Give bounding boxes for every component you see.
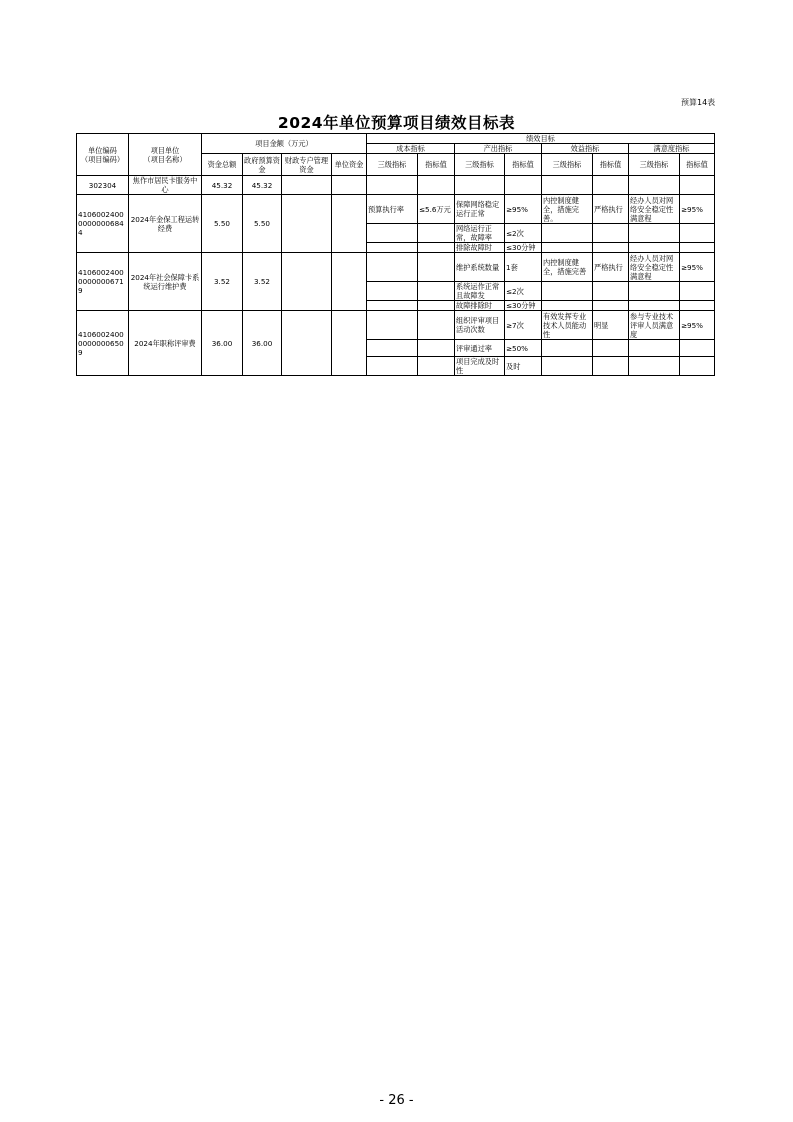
empty-cell <box>629 176 680 195</box>
satisfaction-indicators-header: 满意度指标 <box>629 144 715 154</box>
project-name-cell: 2024年职称评审费 <box>129 311 202 376</box>
output-indicator-cell: 系统运作正常且故障发 <box>455 282 505 301</box>
cost-indicator-cell <box>367 253 418 282</box>
perf-targets-header: 绩效目标 <box>367 134 715 144</box>
output-value-cell: ≤30分钟 <box>505 243 542 253</box>
project-gov-cell: 5.50 <box>243 195 282 253</box>
project-code-cell: 410600240000000006509 <box>77 311 129 376</box>
table-code: 预算14表 <box>681 98 716 107</box>
empty-cell <box>680 176 715 195</box>
project-row <box>77 253 715 282</box>
benefit-value-cell <box>593 282 629 301</box>
cost-value-cell: ≤5.6万元 <box>418 195 455 224</box>
gov-budget-funds-header: 政府预算资金 <box>244 155 280 174</box>
output-level3-header: 三级指标 <box>455 154 505 176</box>
unit-gov-cell: 45.32 <box>243 176 282 195</box>
output-indicator-cell: 网络运行正常，故障率 <box>455 224 505 243</box>
unit-total-cell: 45.32 <box>202 176 243 195</box>
benefit-indicator-cell <box>542 243 593 253</box>
benefit-indicator-cell: 内控制度健全，措施完善 <box>542 253 593 282</box>
cost-indicator-cell <box>367 340 418 357</box>
cost-indicator-cell <box>367 282 418 301</box>
page-title: 2024年单位预算项目绩效目标表 <box>277 114 516 132</box>
total-funds-header: 资金总额 <box>202 154 243 176</box>
cost-indicator-cell <box>367 301 418 311</box>
fiscal-special-cell <box>282 253 332 311</box>
satisfaction-indicator-cell <box>629 301 680 311</box>
project-code-cell: 410600240000000006844 <box>77 195 129 253</box>
satisfaction-value-cell <box>680 282 715 301</box>
satisfaction-level3-header: 三级指标 <box>629 154 680 176</box>
satisfaction-indicator-cell <box>629 357 680 376</box>
cost-indicators-header: 成本指标 <box>367 144 455 154</box>
benefit-level3-header: 三级指标 <box>542 154 593 176</box>
satisfaction-indicator-cell: 经办人员对网络安全稳定性满意程 <box>629 195 680 224</box>
project-code-cell: 410600240000000006719 <box>77 253 129 311</box>
satisfaction-value-cell <box>680 340 715 357</box>
benefit-value-cell <box>593 340 629 357</box>
benefit-value-cell <box>593 224 629 243</box>
performance-table <box>76 133 715 376</box>
benefit-indicator-cell <box>542 224 593 243</box>
benefit-indicator-cell <box>542 340 593 357</box>
cost-indicator-cell <box>367 224 418 243</box>
satisfaction-value-cell <box>680 224 715 243</box>
output-value-cell: ≥95% <box>505 195 542 224</box>
benefit-value-cell: 明显 <box>593 311 629 340</box>
benefit-indicator-cell <box>542 282 593 301</box>
cost-indicator-cell <box>367 357 418 376</box>
output-indicator-cell: 组织评审项目活动次数 <box>455 311 505 340</box>
satisfaction-value-cell: ≥95% <box>680 195 715 224</box>
header-row-1 <box>77 134 715 144</box>
output-value-cell: ≥7次 <box>505 311 542 340</box>
cost-value-cell <box>418 340 455 357</box>
project-unit-header: 项目单位 （项目名称） <box>129 134 202 176</box>
output-value-cell: ≤30分钟 <box>505 301 542 311</box>
output-value-cell: ≥50% <box>505 340 542 357</box>
output-indicator-cell: 排除故障时 <box>455 243 505 253</box>
empty-cell <box>282 176 332 195</box>
benefit-value-cell <box>593 357 629 376</box>
cost-value-cell <box>418 253 455 282</box>
output-indicator-cell: 保障网络稳定运行正常 <box>455 195 505 224</box>
output-value-header: 指标值 <box>505 154 542 176</box>
satisfaction-indicator-cell <box>629 282 680 301</box>
benefit-value-header: 指标值 <box>593 154 629 176</box>
empty-cell <box>542 176 593 195</box>
fiscal-special-funds-header: 财政专户管理资金 <box>282 154 332 176</box>
cost-value-cell <box>418 243 455 253</box>
fiscal-special-cell <box>282 195 332 253</box>
benefit-indicator-cell: 有效发挥专业技术人员能动性 <box>542 311 593 340</box>
unit-code-cell: 302304 <box>77 176 129 195</box>
project-gov-cell: 3.52 <box>243 253 282 311</box>
page-number: - 26 - <box>379 1093 414 1108</box>
cost-value-cell <box>418 301 455 311</box>
satisfaction-value-cell: ≥95% <box>680 253 715 282</box>
empty-cell <box>367 176 418 195</box>
cost-indicator-cell <box>367 311 418 340</box>
unit-funds-cell <box>332 311 367 376</box>
satisfaction-value-cell <box>680 243 715 253</box>
cost-indicator-cell <box>367 243 418 253</box>
cost-value-cell <box>418 224 455 243</box>
unit-funds-cell <box>332 195 367 253</box>
unit-name-cell: 焦作市居民卡服务中心 <box>129 176 202 195</box>
unit-code-header: 单位编码 （项目编码） <box>77 134 129 176</box>
output-indicator-cell: 项目完成及时性 <box>455 357 505 376</box>
satisfaction-value-cell <box>680 357 715 376</box>
empty-cell <box>455 176 505 195</box>
benefit-indicator-cell: 内控制度健全，措施完善。 <box>542 195 593 224</box>
empty-cell <box>418 176 455 195</box>
cost-value-cell <box>418 311 455 340</box>
satisfaction-value-cell: ≥95% <box>680 311 715 340</box>
output-indicator-cell: 评审通过率 <box>455 340 505 357</box>
project-total-cell: 36.00 <box>202 311 243 376</box>
empty-cell <box>593 176 629 195</box>
benefit-value-cell: 严格执行 <box>593 253 629 282</box>
cost-indicator-cell: 预算执行率 <box>367 195 418 224</box>
cost-value-header: 指标值 <box>418 154 455 176</box>
empty-cell <box>505 176 542 195</box>
output-indicator-cell: 故障排除时 <box>455 301 505 311</box>
project-name-cell: 2024年金保工程运转经费 <box>129 195 202 253</box>
output-indicator-cell: 维护系统数量 <box>455 253 505 282</box>
satisfaction-indicator-cell: 经办人员对网络安全稳定性满意程 <box>629 253 680 282</box>
benefit-indicator-cell <box>542 357 593 376</box>
benefit-indicators-header: 效益指标 <box>542 144 629 154</box>
satisfaction-value-header: 指标值 <box>680 154 715 176</box>
fiscal-special-cell <box>282 311 332 376</box>
benefit-indicator-cell <box>542 301 593 311</box>
project-name-cell: 2024年社会保障卡系统运行维护费 <box>129 253 202 311</box>
unit-funds-header: 单位资金 <box>332 154 367 176</box>
output-value-cell: 及时 <box>505 357 542 376</box>
cost-value-cell <box>418 282 455 301</box>
cost-level3-header: 三级指标 <box>367 154 418 176</box>
satisfaction-indicator-cell <box>629 224 680 243</box>
output-value-cell: 1套 <box>505 253 542 282</box>
satisfaction-value-cell <box>680 301 715 311</box>
empty-cell <box>332 176 367 195</box>
project-row <box>77 195 715 224</box>
project-total-cell: 5.50 <box>202 195 243 253</box>
output-indicators-header: 产出指标 <box>455 144 542 154</box>
benefit-value-cell <box>593 301 629 311</box>
output-value-cell: ≤2次 <box>505 224 542 243</box>
benefit-value-cell <box>593 243 629 253</box>
project-row <box>77 311 715 340</box>
satisfaction-indicator-cell: 参与专业技术评审人员满意度 <box>629 311 680 340</box>
output-value-cell: ≤2次 <box>505 282 542 301</box>
benefit-value-cell: 严格执行 <box>593 195 629 224</box>
satisfaction-indicator-cell <box>629 340 680 357</box>
satisfaction-indicator-cell <box>629 243 680 253</box>
cost-value-cell <box>418 357 455 376</box>
project-gov-cell: 36.00 <box>243 311 282 376</box>
project-total-cell: 3.52 <box>202 253 243 311</box>
unit-row <box>77 176 715 195</box>
amount-group-header: 项目金额（万元） <box>202 134 367 154</box>
unit-funds-cell <box>332 253 367 311</box>
